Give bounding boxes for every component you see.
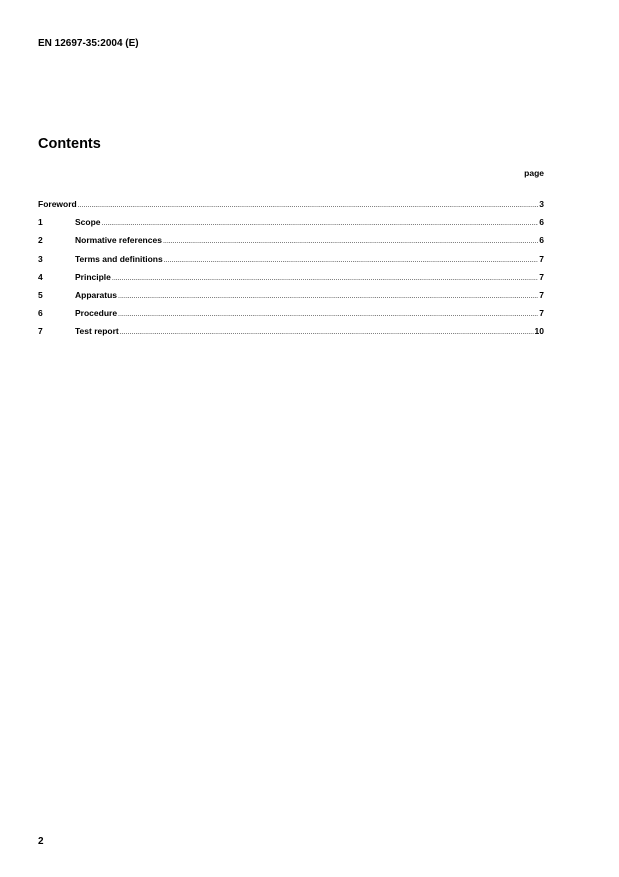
toc-entry-number: 3: [38, 253, 43, 264]
page-number: 2: [38, 836, 44, 847]
toc-entry-page: 7: [539, 271, 544, 282]
toc-entry-number: 6: [38, 308, 43, 319]
toc-entry-page: 7: [539, 289, 544, 300]
toc-entry-test-report[interactable]: [38, 325, 544, 343]
toc-dot-leader: [78, 198, 539, 212]
toc-entry-number: 4: [38, 271, 43, 282]
toc-entry-title: Terms and definitions: [75, 253, 163, 264]
toc-entry-foreword[interactable]: [38, 198, 544, 216]
toc-entry-title: Principle: [75, 271, 111, 282]
toc-entry-page: 6: [539, 235, 544, 246]
toc-entry-terms-and-definitions[interactable]: [38, 253, 544, 271]
toc-entry-page: 10: [534, 326, 544, 337]
toc-dot-leader: [118, 289, 538, 303]
toc-entry-title: Apparatus: [75, 289, 118, 300]
toc-entry-number: 2: [38, 235, 43, 246]
toc-entry-number: 7: [38, 326, 43, 337]
toc-entry-page: 7: [539, 308, 544, 319]
toc-dot-leader: [163, 234, 538, 248]
toc-entry-page: 6: [539, 217, 544, 228]
page-title: Contents: [38, 136, 101, 152]
toc-dot-leader: [120, 325, 534, 339]
toc-entry-title: Scope: [75, 217, 101, 228]
toc-dot-leader: [102, 216, 539, 230]
toc-entry-scope[interactable]: [38, 216, 544, 234]
toc-entry-procedure[interactable]: [38, 307, 544, 325]
toc-dot-leader: [164, 253, 539, 267]
toc-entry-number: 1: [38, 217, 43, 228]
table-of-contents: [38, 198, 544, 344]
document-id: EN 12697-35:2004 (E): [38, 38, 139, 49]
toc-dot-leader: [112, 271, 538, 285]
toc-entry-title: Procedure: [75, 308, 118, 319]
toc-dot-leader: [118, 307, 538, 321]
toc-entry-normative-references[interactable]: [38, 234, 544, 252]
toc-entry-principle[interactable]: [38, 271, 544, 289]
toc-entry-title: Foreword: [38, 199, 77, 209]
toc-entry-title: Test report: [75, 326, 119, 337]
toc-entry-page: 3: [539, 199, 544, 209]
toc-entry-page: 7: [539, 253, 544, 264]
toc-entry-apparatus[interactable]: [38, 289, 544, 307]
toc-entry-number: 5: [38, 289, 43, 300]
page-column-label: page: [524, 168, 544, 178]
toc-entry-title: Normative references: [75, 235, 162, 246]
